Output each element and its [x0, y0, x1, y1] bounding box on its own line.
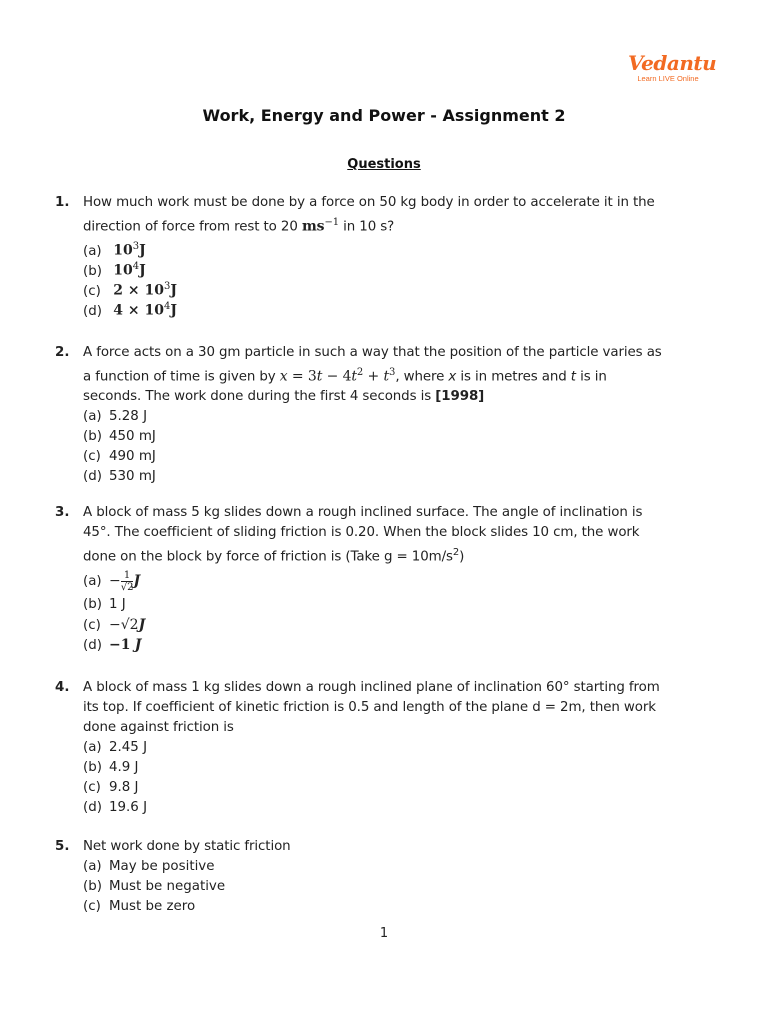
option-b[interactable]: (b) 450 mJ	[83, 429, 156, 445]
option-a[interactable]: (a) − $\frac{1}{√2}$ J	[83, 569, 141, 593]
option-d[interactable]: (d) 530 mJ	[83, 469, 156, 485]
question-text: How much work must be done by a force on 50 kg body in order to accelerate it in the direction of force from rest to 20 $ms^{-1}$ in 10 s?	[83, 195, 655, 235]
option-a[interactable]: (a) 5.28 J	[83, 409, 148, 425]
question-number: 5.	[55, 839, 70, 854]
option-a[interactable]: (a) 2.45 J	[83, 740, 148, 755]
question-text: Net work done by static friction	[83, 839, 291, 854]
question-text: A block of mass 5 kg slides down a rough inclined surface. The angle of inclination is 45°. The coefficient of sliding friction is 0.20. When the block slides 10 cm, the work done on the block by force of friction is (Take $g = 10m/s^2$)	[83, 505, 643, 565]
option-b[interactable]: (b) 4.9 J	[83, 760, 139, 775]
option-d[interactable]: (d) 19.6 J	[83, 800, 148, 815]
option-c[interactable]: (c) $2 \times 10^3J$	[83, 281, 177, 299]
option-c[interactable]: (c) 490 mJ	[83, 449, 156, 465]
option-b[interactable]: (b) $10^4J$	[83, 261, 146, 279]
option-c[interactable]: (c) 9.8 J	[83, 780, 139, 795]
option-c[interactable]: (c) Must be zero	[83, 899, 196, 914]
question-number: 1.	[55, 195, 70, 210]
question-4	[55, 678, 707, 818]
question-1	[55, 193, 707, 317]
question-2	[55, 343, 707, 487]
question-number: 3.	[55, 505, 70, 520]
option-d[interactable]: (d) $4 \times 10^4J$	[83, 301, 177, 319]
section-heading: Questions	[347, 157, 421, 172]
logo-brand-text: Vedantu	[628, 51, 717, 75]
question-number: 4.	[55, 680, 70, 695]
year-tag: [1998]	[435, 389, 485, 405]
option-c[interactable]: (c) −√2J	[83, 617, 146, 634]
option-b[interactable]: (b) 1 J	[83, 597, 126, 613]
option-a[interactable]: (a) May be positive	[83, 859, 215, 874]
question-text: A block of mass 1 kg slides down a rough inclined plane of inclination 60° starting from its top. If coefficient of kinetic friction is 0.5 and length of the plane d = 2m, then work done against friction is	[83, 680, 660, 735]
question-5	[55, 837, 707, 917]
option-b[interactable]: (b) Must be negative	[83, 879, 226, 894]
question-text: A force acts on a 30 gm particle in such a way that the position of the particle varies as a function of time is given by $x = 3t - 4t^2 + t^3$, where x is in metres and t is in seconds. The work done during the first 4 seconds is [1998]	[83, 345, 662, 405]
option-a[interactable]: (a) $10^3J$	[83, 241, 146, 259]
option-d[interactable]: (d) −1 J	[83, 637, 142, 654]
question-3	[55, 503, 707, 655]
question-number: 2.	[55, 345, 70, 360]
fraction: $\frac{1}{√2}$	[120, 569, 134, 593]
document-title: Work, Energy and Power - Assignment 2	[202, 106, 566, 125]
vedantu-logo	[628, 51, 717, 83]
logo-tagline: Learn LIVE Online	[637, 74, 699, 83]
page-number: 1	[379, 926, 389, 941]
